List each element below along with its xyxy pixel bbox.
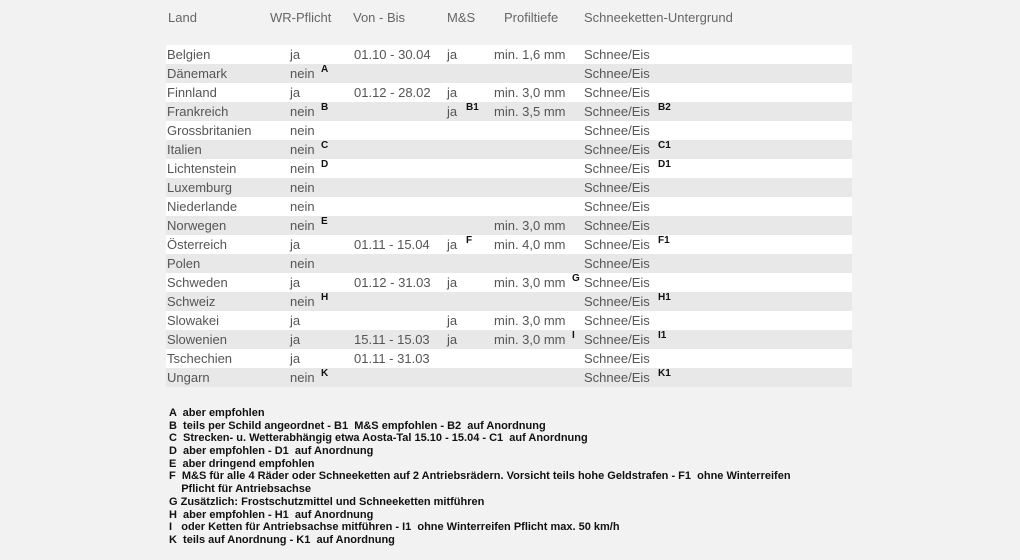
cell-schneeketten: Schnee/Eis [584, 161, 650, 176]
table-row [166, 45, 852, 64]
table-row [166, 64, 852, 83]
cell-wr-pflicht: nein [290, 218, 315, 233]
cell-schneeketten: Schnee/Eis [584, 66, 650, 81]
table-row [166, 83, 852, 102]
legend-line: C Strecken- u. Wetterabhängig etwa Aosta-Tal 15.10 - 15.04 - C1 auf Anordnung [169, 432, 588, 445]
cell-von-bis: 15.11 - 15.03 [354, 332, 430, 347]
cell-ms: ja [447, 275, 458, 290]
table-row [166, 349, 852, 368]
cell-land: Slowenien [167, 332, 227, 347]
table-row [166, 292, 852, 311]
table-row [166, 178, 852, 197]
cell-profiltiefe: min. 3,0 mm [494, 85, 566, 100]
legend-line: A aber empfohlen [169, 407, 265, 419]
header-wr-pflicht: WR-Pflicht [270, 10, 332, 25]
cell-schneeketten: Schnee/Eis [584, 218, 650, 233]
cell-land: Polen [167, 256, 201, 271]
table-row [166, 368, 852, 387]
cell-land: Norwegen [167, 218, 227, 233]
note-chains: K1 [658, 368, 671, 379]
cell-profiltiefe: min. 3,0 mm [494, 275, 566, 290]
cell-ms: ja [447, 313, 458, 328]
legend-line: G Zusätzlich: Frostschutzmittel und Schneeketten mitführen [169, 495, 485, 508]
cell-wr-pflicht: ja [290, 313, 301, 328]
cell-schneeketten: Schnee/Eis [584, 332, 650, 347]
cell-wr-pflicht: nein [290, 66, 315, 81]
cell-wr-pflicht: nein [290, 161, 315, 176]
cell-land: Dänemark [167, 66, 227, 81]
cell-land: Tschechien [167, 351, 233, 366]
table-row [166, 159, 852, 178]
header-von-bis: Von - Bis [353, 10, 406, 25]
cell-von-bis: 01.11 - 15.04 [354, 237, 430, 252]
cell-ms: ja [447, 237, 458, 252]
note-chains: D1 [658, 159, 671, 170]
cell-land: Österreich [167, 237, 227, 252]
cell-schneeketten: Schnee/Eis [584, 256, 650, 271]
note-ms: F [466, 235, 473, 246]
cell-ms: ja [447, 47, 458, 62]
cell-profiltiefe: min. 3,0 mm [494, 332, 566, 347]
cell-schneeketten: Schnee/Eis [584, 275, 650, 290]
cell-von-bis: 01.12 - 28.02 [354, 85, 431, 100]
legend-line: Pflicht für Antriebsachse [169, 483, 312, 496]
table-row [166, 140, 852, 159]
cell-profiltiefe: min. 3,0 mm [494, 218, 566, 233]
table-row [166, 330, 852, 349]
header-ms: M&S [447, 10, 476, 25]
legend-line: K teils auf Anordnung - K1 auf Anordnung [169, 533, 395, 546]
cell-wr-pflicht: nein [290, 199, 315, 214]
cell-wr-pflicht: ja [290, 85, 301, 100]
note-chains: F1 [658, 235, 670, 246]
cell-von-bis: 01.10 - 30.04 [354, 47, 431, 62]
note-profile: G [572, 273, 580, 284]
cell-schneeketten: Schnee/Eis [584, 85, 650, 100]
table-row [166, 235, 852, 254]
note-wr: C [321, 140, 329, 151]
cell-land: Schweiz [167, 294, 216, 309]
legend-line: I oder Ketten für Antriebsachse mitführen - I1 ohne Winterreifen Pflicht max. 50 km/h [169, 521, 620, 534]
note-chains: C1 [658, 140, 671, 151]
cell-wr-pflicht: nein [290, 104, 315, 119]
cell-land: Schweden [167, 275, 228, 290]
cell-von-bis: 01.12 - 31.03 [354, 275, 431, 290]
cell-land: Slowakei [167, 313, 220, 328]
table-row [166, 254, 852, 273]
cell-wr-pflicht: ja [290, 47, 301, 62]
cell-profiltiefe: min. 3,5 mm [494, 104, 566, 119]
cell-wr-pflicht: ja [290, 237, 301, 252]
legend-line: H aber empfohlen - H1 auf Anordnung [169, 508, 374, 521]
cell-ms: ja [447, 104, 458, 119]
cell-schneeketten: Schnee/Eis [584, 104, 650, 119]
cell-land: Luxemburg [167, 180, 233, 195]
cell-schneeketten: Schnee/Eis [584, 199, 650, 214]
cell-wr-pflicht: nein [290, 142, 315, 157]
cell-schneeketten: Schnee/Eis [584, 294, 650, 309]
cell-ms: ja [447, 332, 458, 347]
table-row [166, 197, 852, 216]
cell-schneeketten: Schnee/Eis [584, 47, 650, 62]
header-land: Land [168, 10, 197, 25]
cell-wr-pflicht: nein [290, 123, 315, 138]
cell-land: Finnland [167, 85, 217, 100]
table-row [166, 273, 852, 292]
cell-schneeketten: Schnee/Eis [584, 351, 650, 366]
tire-rules-table [166, 45, 852, 387]
footnote-legend [169, 407, 791, 547]
cell-profiltiefe: min. 4,0 mm [494, 237, 566, 252]
cell-schneeketten: Schnee/Eis [584, 313, 650, 328]
cell-schneeketten: Schnee/Eis [584, 123, 650, 138]
note-wr: D [321, 159, 329, 170]
header-profiltiefe: Profiltiefe [504, 10, 559, 25]
cell-profiltiefe: min. 3,0 mm [494, 313, 566, 328]
table-row [166, 102, 852, 121]
table-row [166, 311, 852, 330]
table-row [166, 121, 852, 140]
cell-schneeketten: Schnee/Eis [584, 180, 650, 195]
note-ms: B1 [466, 102, 479, 113]
cell-von-bis: 01.11 - 31.03 [354, 351, 430, 366]
cell-land: Niederlande [167, 199, 238, 214]
legend-line: D aber empfohlen - D1 auf Anordnung [169, 445, 374, 458]
cell-land: Lichtenstein [167, 161, 237, 176]
cell-schneeketten: Schnee/Eis [584, 237, 650, 252]
legend-line: B teils per Schild angeordnet - B1 M&S empfohlen - B2 auf Anordnung [169, 419, 546, 432]
table-row [166, 216, 852, 235]
cell-profiltiefe: min. 1,6 mm [494, 47, 566, 62]
cell-wr-pflicht: ja [290, 332, 301, 347]
note-wr: K [321, 368, 329, 379]
cell-schneeketten: Schnee/Eis [584, 142, 650, 157]
cell-land: Grossbritanien [167, 123, 252, 138]
legend-line: E aber dringend empfohlen [169, 457, 315, 470]
cell-wr-pflicht: nein [290, 180, 315, 195]
note-wr: A [321, 64, 329, 75]
note-chains: B2 [658, 102, 671, 113]
note-chains: I1 [658, 330, 667, 341]
cell-wr-pflicht: nein [290, 294, 315, 309]
note-wr: E [321, 216, 328, 227]
cell-land: Ungarn [167, 370, 210, 385]
cell-wr-pflicht: nein [290, 256, 315, 271]
note-wr: H [321, 292, 329, 303]
cell-ms: ja [447, 85, 458, 100]
cell-schneeketten: Schnee/Eis [584, 370, 650, 385]
cell-land: Frankreich [167, 104, 229, 119]
cell-wr-pflicht: nein [290, 370, 315, 385]
cell-wr-pflicht: ja [290, 351, 301, 366]
cell-land: Belgien [167, 47, 211, 62]
note-profile: I [572, 330, 575, 341]
note-chains: H1 [658, 292, 671, 303]
header-schneeketten: Schneeketten-Untergrund [584, 10, 733, 25]
legend-line: F M&S für alle 4 Räder oder Schneeketten auf 2 Antriebsrädern. Vorsicht teils hohe Geldstrafen - F1 ohne Winterreifen [169, 470, 791, 483]
note-wr: B [321, 102, 329, 113]
cell-wr-pflicht: ja [290, 275, 301, 290]
cell-land: Italien [167, 142, 202, 157]
